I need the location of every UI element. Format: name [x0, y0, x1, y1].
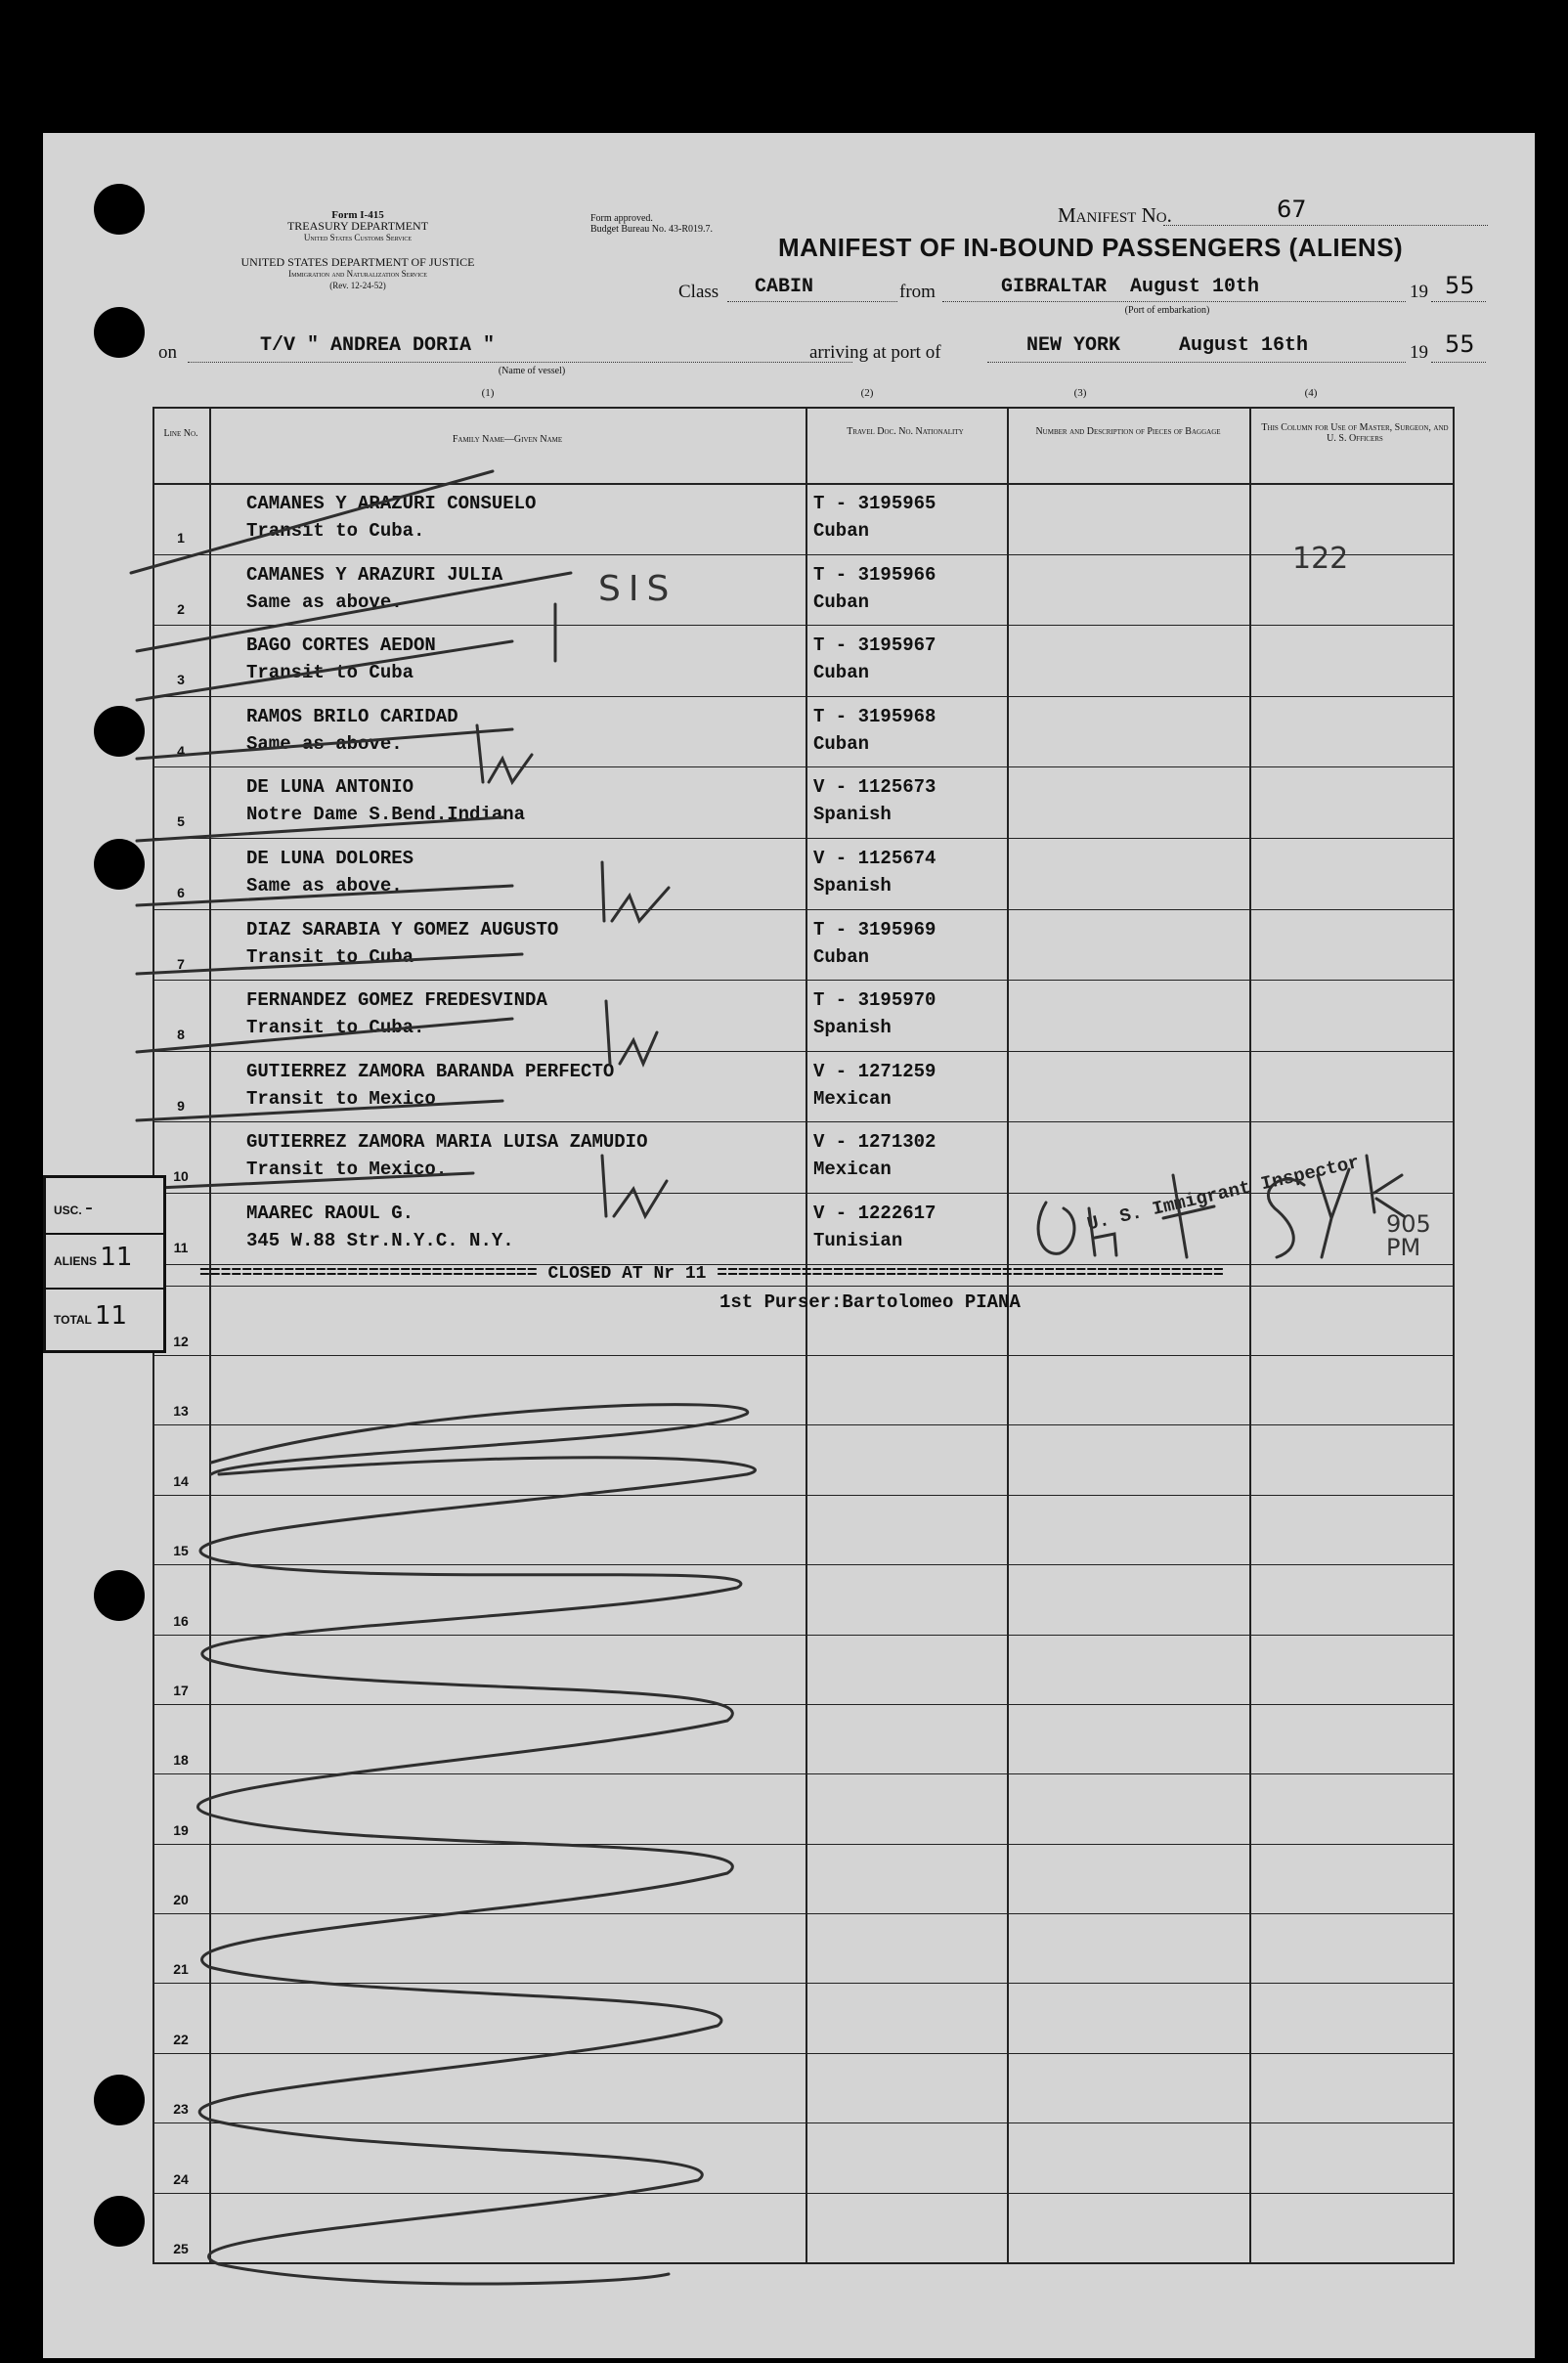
- line-number: 7: [177, 955, 185, 972]
- inspector-stamp: U. S. Immigrant Inspector: [1085, 1151, 1362, 1236]
- row-rule: [152, 2193, 1453, 2194]
- line-number: 16: [173, 1612, 189, 1629]
- line-number: 4: [177, 742, 185, 759]
- col-divider: [1007, 409, 1009, 2262]
- travel-doc-number: T - 3195965: [813, 493, 936, 514]
- row-rule: [152, 980, 1453, 981]
- punch-hole: [94, 706, 145, 757]
- manifest-no-value: 67: [1277, 196, 1307, 223]
- nationality: Cuban: [813, 945, 870, 968]
- line-number: 10: [173, 1168, 189, 1185]
- nationality: Cuban: [813, 662, 870, 684]
- travel-doc-number: T - 3195968: [813, 705, 936, 727]
- form-number: Form I-415: [331, 209, 384, 221]
- passenger-name: DE LUNA ANTONIO: [246, 776, 414, 799]
- row-rule: [152, 1983, 1453, 1984]
- class-label: Class: [678, 282, 719, 302]
- nationality: Cuban: [813, 591, 870, 613]
- row-rule: [152, 1564, 1453, 1565]
- closed-line: ================================ CLOSED AT Nr 11 ================================================: [199, 1263, 1224, 1284]
- tally-aliens-label: ALIENS: [54, 1254, 98, 1268]
- form-approved: Form approved.: [590, 213, 653, 224]
- customs-service: United States Customs Service: [303, 233, 413, 242]
- row-rule: [152, 554, 1453, 555]
- col-num-4: (4): [1304, 387, 1318, 399]
- passenger-destination: Same as above.: [246, 875, 403, 897]
- on-label: on: [158, 342, 177, 363]
- nationality: Cuban: [813, 520, 870, 542]
- nationality: Spanish: [813, 804, 892, 826]
- line-number: 11: [173, 1240, 189, 1255]
- tally-aliens: [54, 1243, 132, 1272]
- col-num-3: (3): [1073, 387, 1087, 399]
- row-rule: [152, 1121, 1453, 1122]
- row-rule: [152, 909, 1453, 910]
- nationality: Tunisian: [813, 1230, 903, 1251]
- header-family-name: Family Name—Given Name: [452, 434, 563, 445]
- tally-usc-label: USC.: [54, 1203, 82, 1217]
- time-note: 905 PM: [1386, 1210, 1431, 1261]
- travel-doc-number: V - 1271259: [813, 1060, 936, 1082]
- row-rule: [152, 1286, 1453, 1287]
- line-number: 22: [173, 2031, 189, 2047]
- arrival-year-line: [1431, 362, 1486, 363]
- tally-aliens-value: 11: [100, 1243, 133, 1272]
- form-revision: (Rev. 12-24-52): [329, 281, 386, 290]
- row-rule: [152, 2122, 1453, 2123]
- travel-doc-number: T - 3195969: [813, 918, 936, 941]
- row-rule: [152, 1844, 1453, 1845]
- row-rule: [152, 2053, 1453, 2054]
- vessel-name-label: (Name of vessel): [498, 366, 566, 376]
- row-rule: [152, 1424, 1453, 1425]
- vessel-line: [188, 362, 852, 363]
- passenger-name: DE LUNA DOLORES: [246, 848, 414, 869]
- from-value: GIBRALTAR August 10th: [1001, 276, 1260, 298]
- justice-dept: UNITED STATES DEPARTMENT OF JUSTICE: [240, 255, 475, 269]
- col-divider: [806, 409, 807, 2262]
- manifest-table: [152, 407, 1455, 2264]
- nationality: Spanish: [813, 875, 892, 897]
- passenger-name: FERNANDEZ GOMEZ FREDESVINDA: [246, 989, 547, 1012]
- passenger-destination: Transit to Cuba: [246, 945, 414, 968]
- row-rule: [152, 1773, 1453, 1774]
- row-rule: [152, 1704, 1453, 1705]
- passenger-destination: Transit to Cuba.: [246, 1017, 425, 1039]
- punch-hole: [94, 184, 145, 235]
- line-number: 1: [177, 530, 185, 546]
- officer-note: 122: [1292, 542, 1349, 576]
- header-baggage: Number and Description of Pieces of Baggage: [1035, 426, 1221, 437]
- tally-total-label: TOTAL: [54, 1313, 92, 1327]
- purser-line: 1st Purser:Bartolomeo PIANA: [719, 1291, 1021, 1313]
- travel-doc-number: V - 1125673: [813, 776, 936, 799]
- travel-doc-number: V - 1125674: [813, 848, 936, 869]
- travel-doc-number: T - 3195970: [813, 989, 936, 1012]
- punch-hole: [94, 1570, 145, 1621]
- ins-service: Immigration and Naturalization Service: [288, 269, 427, 279]
- row-rule: [152, 1495, 1453, 1496]
- row-rule: [152, 625, 1453, 626]
- line-number: 3: [177, 672, 185, 688]
- col-num-1: (1): [481, 387, 495, 399]
- line-number: 25: [173, 2241, 189, 2256]
- passenger-destination: Transit to Mexico.: [246, 1159, 448, 1181]
- travel-doc-number: V - 1271302: [813, 1131, 936, 1154]
- tally-box: [43, 1175, 166, 1353]
- line-number: 14: [173, 1472, 189, 1489]
- passenger-name: MAAREC RAOUL G.: [246, 1203, 414, 1224]
- line-number: 17: [173, 1682, 189, 1698]
- arrival-year-label: 19: [1410, 342, 1428, 363]
- punch-hole: [94, 2196, 145, 2247]
- row-rule: [152, 1355, 1453, 1356]
- passenger-destination: Notre Dame S.Bend.Indiana: [246, 804, 526, 826]
- manifest-no-label: Manifest No.: [1058, 203, 1172, 227]
- line-number: 13: [173, 1403, 189, 1420]
- row-rule: [152, 1913, 1453, 1914]
- line-number: 21: [173, 1961, 189, 1978]
- arriving-label: arriving at port of: [809, 342, 941, 363]
- year-label: 19: [1410, 282, 1428, 302]
- passenger-name: GUTIERREZ ZAMORA MARIA LUISA ZAMUDIO: [246, 1131, 648, 1154]
- header-travel-doc: Travel Doc. No. Nationality: [847, 426, 964, 437]
- travel-doc-number: V - 1222617: [813, 1203, 936, 1224]
- passenger-name: BAGO CORTES AEDON: [246, 635, 436, 657]
- passenger-destination: Transit to Mexico: [246, 1087, 436, 1110]
- line-number: 15: [173, 1543, 189, 1559]
- year-line: [1431, 301, 1486, 302]
- punch-hole: [94, 307, 145, 358]
- manifest-page: [43, 133, 1535, 2358]
- row-rule: [152, 1635, 1453, 1636]
- line-number: 18: [173, 1752, 189, 1769]
- tally-total-value: 11: [95, 1301, 128, 1331]
- col-divider: [1249, 409, 1251, 2262]
- from-label: from: [899, 282, 936, 302]
- row-rule: [152, 838, 1453, 839]
- line-number: 8: [177, 1027, 185, 1043]
- line-number: 12: [173, 1333, 189, 1349]
- row-rule: [152, 766, 1453, 767]
- from-line: [942, 301, 1406, 302]
- passenger-destination: Transit to Cuba: [246, 662, 414, 684]
- sis-note: SIS: [598, 569, 677, 609]
- passenger-destination: Same as above.: [246, 591, 403, 613]
- header-line-no: Line No.: [163, 428, 198, 439]
- passenger-name: CAMANES Y ARAZURI CONSUELO: [246, 493, 537, 514]
- line-number: 20: [173, 1892, 189, 1908]
- arrival-line: [987, 362, 1406, 363]
- vessel-value: T/V " ANDREA DORIA ": [260, 334, 496, 357]
- tally-total: [54, 1301, 127, 1331]
- nationality: Spanish: [813, 1017, 892, 1039]
- nationality: Mexican: [813, 1087, 892, 1110]
- nationality: Cuban: [813, 732, 870, 755]
- travel-doc-number: T - 3195967: [813, 635, 936, 657]
- class-line: [727, 301, 897, 302]
- passenger-name: RAMOS BRILO CARIDAD: [246, 705, 458, 727]
- tally-usc-value: -: [85, 1196, 93, 1220]
- line-number: 19: [173, 1821, 189, 1838]
- line-number: 6: [177, 885, 185, 900]
- line-number: 23: [173, 2101, 189, 2118]
- line-number: 24: [173, 2170, 189, 2187]
- tally-divider: [46, 1288, 163, 1290]
- col-divider: [209, 409, 211, 2262]
- row-rule: [152, 1051, 1453, 1052]
- port-embark-label: (Port of embarkation): [1124, 305, 1210, 316]
- budget-bureau: Budget Bureau No. 43-R019.7.: [590, 224, 713, 235]
- punch-hole: [94, 2075, 145, 2125]
- line-number: 5: [177, 813, 185, 830]
- passenger-destination: Same as above.: [246, 732, 403, 755]
- treasury-dept: TREASURY DEPARTMENT: [286, 219, 429, 233]
- arrival-year-value: 55: [1445, 330, 1475, 358]
- passenger-destination: 345 W.88 Str.N.Y.C. N.Y.: [246, 1230, 514, 1251]
- year-value: 55: [1445, 272, 1475, 299]
- travel-doc-number: T - 3195966: [813, 563, 936, 586]
- class-value: CABIN: [755, 276, 814, 298]
- line-number: 9: [177, 1097, 185, 1114]
- tally-divider: [46, 1233, 163, 1235]
- col-num-2: (2): [860, 387, 874, 399]
- arrival-value: NEW YORK August 16th: [1026, 334, 1309, 357]
- manifest-title: MANIFEST OF IN-BOUND PASSENGERS (ALIENS): [778, 233, 1404, 262]
- nationality: Mexican: [813, 1159, 892, 1181]
- passenger-name: DIAZ SARABIA Y GOMEZ AUGUSTO: [246, 918, 559, 941]
- passenger-name: CAMANES Y ARAZURI JULIA: [246, 563, 503, 586]
- punch-hole: [94, 839, 145, 890]
- header-rule: [152, 483, 1453, 485]
- header-officers: This Column for Use of Master, Surgeon, and U. S. Officers: [1261, 422, 1449, 444]
- passenger-name: GUTIERREZ ZAMORA BARANDA PERFECTO: [246, 1060, 615, 1082]
- passenger-destination: Transit to Cuba.: [246, 520, 425, 542]
- line-number: 2: [177, 600, 185, 617]
- manifest-no-line: [1163, 225, 1488, 226]
- tally-usc: [54, 1196, 93, 1220]
- row-rule: [152, 696, 1453, 697]
